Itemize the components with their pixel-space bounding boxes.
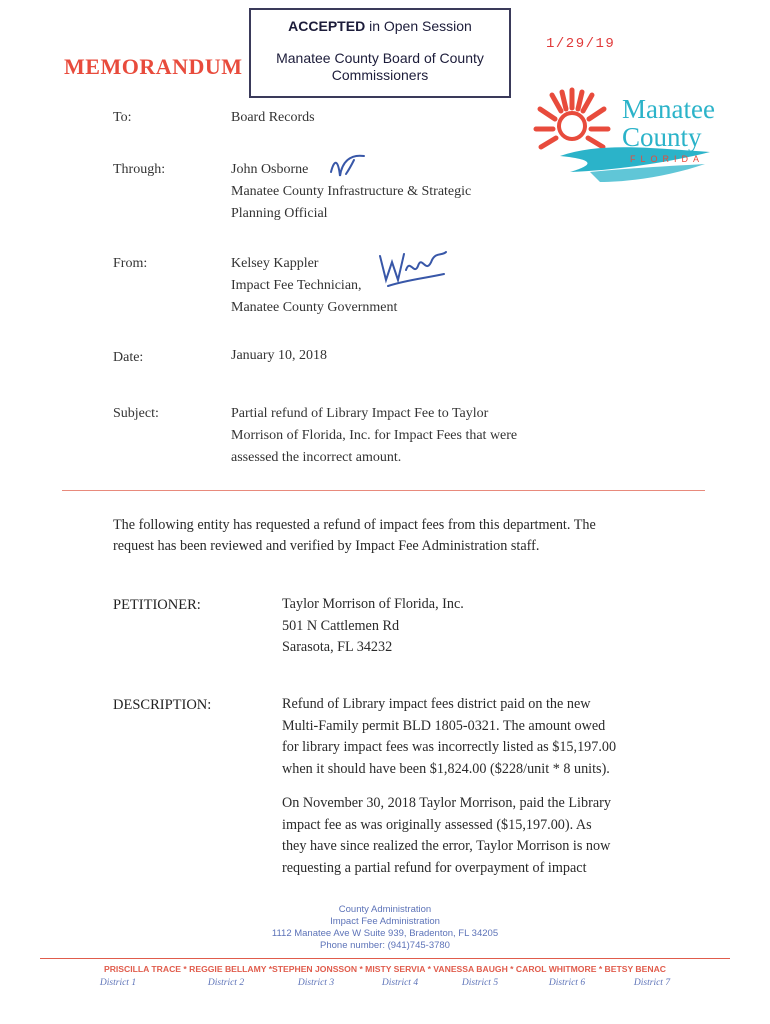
petitioner-line: Taylor Morrison of Florida, Inc. <box>282 596 464 612</box>
district-label: District 5 <box>461 978 499 988</box>
petitioner-value <box>282 594 667 659</box>
description-line: they have since realized the error, Taylor Morrison is now <box>282 838 611 854</box>
district-label: District 7 <box>633 978 671 988</box>
description-line: for library impact fees was incorrectly listed as $15,197.00 <box>282 739 617 755</box>
intro-paragraph <box>113 515 673 557</box>
district-label: District 4 <box>381 978 419 988</box>
footer-line: 1112 Manatee Ave W Suite 939, Bradenton, FL 34205 <box>271 928 499 939</box>
subject-label: Subject: <box>113 406 159 421</box>
stamp-body: Manatee County Board of County Commissioners <box>276 50 484 83</box>
date-label: Date: <box>113 350 144 365</box>
district-label: District 6 <box>548 978 586 988</box>
intro-line: The following entity has requested a refund of impact fees from this department. The <box>113 517 596 533</box>
description-line: when it should have been $1,824.00 ($228/unit * 8 units). <box>282 760 610 777</box>
from-label: From: <box>113 256 148 271</box>
description-line: requesting a partial refund for overpayment of impact <box>282 859 587 876</box>
petitioner-line: 501 N Cattlemen Rd <box>282 617 400 634</box>
subject-line: Partial refund of Library Impact Fee to Taylor <box>231 406 489 421</box>
through-line: John Osborne <box>231 162 309 177</box>
subject-value <box>231 403 517 469</box>
description-line: impact fee as was originally assessed ($15,197.00). As <box>282 816 592 833</box>
petitioner-line: Sarasota, FL 34232 <box>282 639 393 655</box>
signature-kappler <box>376 246 448 290</box>
logo-word-manatee: Manatee <box>622 94 715 124</box>
acceptance-stamp <box>249 8 511 98</box>
district-label: District 1 <box>99 978 137 988</box>
district-label: District 2 <box>207 978 245 988</box>
signature-osborne <box>328 150 368 186</box>
description-paragraph-2 <box>282 793 667 879</box>
header-divider <box>62 490 705 491</box>
from-line: Impact Fee Technician, <box>231 278 362 293</box>
to-value: Board Records <box>231 110 315 125</box>
description-line: Multi-Family permit BLD 1805-0321. The amount owed <box>282 717 606 734</box>
description-label: DESCRIPTION: <box>113 697 212 713</box>
memo-title: MEMORANDUM <box>64 54 243 79</box>
manatee-county-logo <box>530 86 730 186</box>
stamp-date: 1/29/19 <box>546 36 616 52</box>
district-label: District 3 <box>297 978 335 988</box>
footer-line: Impact Fee Administration <box>330 916 440 927</box>
to-label: To: <box>113 110 132 125</box>
through-line: Manatee County Infrastructure & Strategic <box>231 184 472 199</box>
from-value <box>231 253 397 319</box>
stamp-status-suffix: in Open Session <box>369 18 472 34</box>
subject-line: assessed the incorrect amount. <box>231 450 402 465</box>
commissioners-list: PRISCILLA TRACE * REGGIE BELLAMY *STEPHEN JONSSON * MISTY SERVIA * VANESSA BAUGH * CAROL WHITMORE * BETSY BENAC <box>103 964 666 974</box>
description-line: On November 30, 2018 Taylor Morrison, paid the Library <box>282 795 611 811</box>
date-value: January 10, 2018 <box>231 348 328 363</box>
stamp-status-word: ACCEPTED <box>288 18 366 34</box>
stamp-status <box>251 18 509 34</box>
from-line: Manatee County Government <box>231 300 398 315</box>
description-line: Refund of Library impact fees district paid on the new <box>282 696 591 712</box>
districts-row <box>0 978 770 992</box>
petitioner-label: PETITIONER: <box>113 597 201 613</box>
logo-word-county: County <box>622 122 702 152</box>
from-line: Kelsey Kappler <box>231 256 319 271</box>
footer-address <box>0 904 770 952</box>
intro-line: request has been reviewed and verified by Impact Fee Administration staff. <box>113 538 540 554</box>
through-line: Planning Official <box>231 206 328 221</box>
description-paragraph-1 <box>282 694 667 780</box>
footer-line: County Administration <box>338 904 432 915</box>
footer-line: Phone number: (941)745-3780 <box>320 940 450 951</box>
logo-word-florida: FLORIDA <box>630 154 705 164</box>
footer-divider <box>40 958 730 959</box>
through-label: Through: <box>113 162 166 177</box>
subject-line: Morrison of Florida, Inc. for Impact Fees that were <box>231 428 518 443</box>
